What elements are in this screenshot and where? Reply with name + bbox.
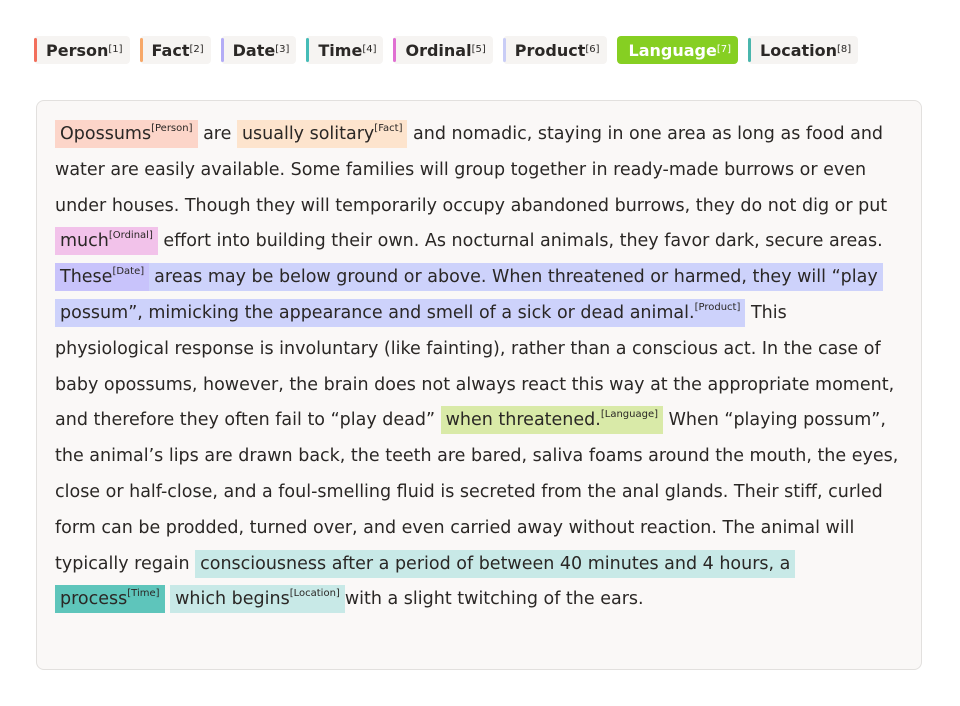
entity-span-fact[interactable] bbox=[237, 120, 408, 148]
entity-span-language[interactable] bbox=[441, 406, 663, 434]
legend-color-bar bbox=[393, 38, 396, 62]
legend-label: Fact bbox=[151, 40, 190, 60]
legend-label: Language bbox=[628, 40, 717, 60]
entity-tag: [Language] bbox=[600, 409, 658, 421]
legend-color-bar bbox=[748, 38, 751, 62]
entity-span-time-head[interactable] bbox=[55, 585, 165, 613]
plain-text: This physiological response is involuntary (like fainting), rather than a conscious act. In the case of baby opossums, however, the brain does not always react this way at the appropriate moment, and therefore they often fail to “play dead” bbox=[55, 302, 895, 431]
legend-chip-product[interactable]: Product [6] bbox=[503, 36, 607, 64]
legend-label: Person bbox=[46, 40, 109, 60]
legend-color-bar bbox=[221, 38, 224, 62]
entity-text: Opossums bbox=[60, 124, 152, 144]
legend-chip-time[interactable]: Time [4] bbox=[306, 36, 383, 64]
entity-span-location[interactable] bbox=[170, 585, 345, 613]
entity-text: process bbox=[60, 589, 128, 610]
plain-text: with a slight twitching of the ears. bbox=[344, 589, 644, 610]
entity-tag: [Fact] bbox=[374, 123, 403, 134]
legend-color-bar bbox=[306, 38, 309, 62]
entity-legend bbox=[34, 36, 868, 64]
plain-text: effort into building their own. As nocturnal animals, they favor dark, secure areas. bbox=[157, 231, 883, 252]
legend-label: Time bbox=[318, 40, 363, 60]
entity-tag: [Ordinal] bbox=[108, 230, 153, 242]
entity-text: usually solitary bbox=[241, 124, 375, 144]
legend-chip-person[interactable]: Person [1] bbox=[34, 36, 130, 64]
entity-text: when threatened. bbox=[445, 410, 601, 431]
entity-text: much bbox=[60, 231, 109, 252]
entity-tag: [Date] bbox=[112, 266, 145, 278]
entity-tag: [Product] bbox=[694, 301, 741, 313]
legend-label: Location bbox=[760, 40, 838, 60]
entity-text: areas may be below ground or above. When threatened or harmed, they will “play possum”, mimicking the appearance and smell of a sick or dead animal. bbox=[60, 267, 878, 323]
entity-text: which begins bbox=[175, 589, 290, 610]
plain-text: and nomadic, staying in one area as long as food and water are easily available. Some families will group together in ready-made burrows or even under houses. Though they will temporarily occupy abandoned burrows, they do not dig or put bbox=[55, 124, 888, 216]
legend-label: Date bbox=[232, 40, 276, 60]
plain-text: When “playing possum”, the animal’s lips are drawn back, the teeth are bared, saliva foams around the mouth, the eyes, close or half-close, and a foul-smelling fluid is secreted from the anal glands. Their stiff, curled form can be prodded, turned over, and even carried away without reaction. The animal will typically regain bbox=[55, 410, 899, 574]
entity-span-ordinal[interactable] bbox=[55, 227, 158, 255]
entity-tag: [Person] bbox=[151, 123, 193, 134]
legend-color-bar bbox=[503, 38, 506, 62]
legend-chip-ordinal[interactable]: Ordinal [5] bbox=[393, 36, 492, 64]
legend-color-bar bbox=[140, 38, 143, 62]
annotated-text-panel bbox=[36, 100, 922, 670]
entity-span-date[interactable] bbox=[55, 263, 149, 291]
entity-text: consciousness after a period of between 40 minutes and 4 hours, a bbox=[200, 553, 791, 574]
legend-chip-language[interactable]: Language [7] bbox=[617, 36, 739, 64]
legend-label: Ordinal bbox=[405, 40, 472, 60]
entity-span-person[interactable] bbox=[55, 120, 198, 148]
entity-span-time[interactable] bbox=[195, 550, 795, 578]
entity-tag: [Time] bbox=[127, 588, 160, 600]
plain-text: are bbox=[197, 124, 237, 144]
legend-chip-date[interactable]: Date [3] bbox=[221, 36, 297, 64]
legend-label: Product bbox=[514, 40, 586, 60]
legend-chip-location[interactable]: Location [8] bbox=[748, 36, 858, 64]
legend-chip-fact[interactable]: Fact [2] bbox=[140, 36, 211, 64]
entity-tag: [Location] bbox=[289, 588, 340, 600]
legend-color-bar bbox=[34, 38, 37, 62]
entity-text: These bbox=[60, 267, 113, 288]
